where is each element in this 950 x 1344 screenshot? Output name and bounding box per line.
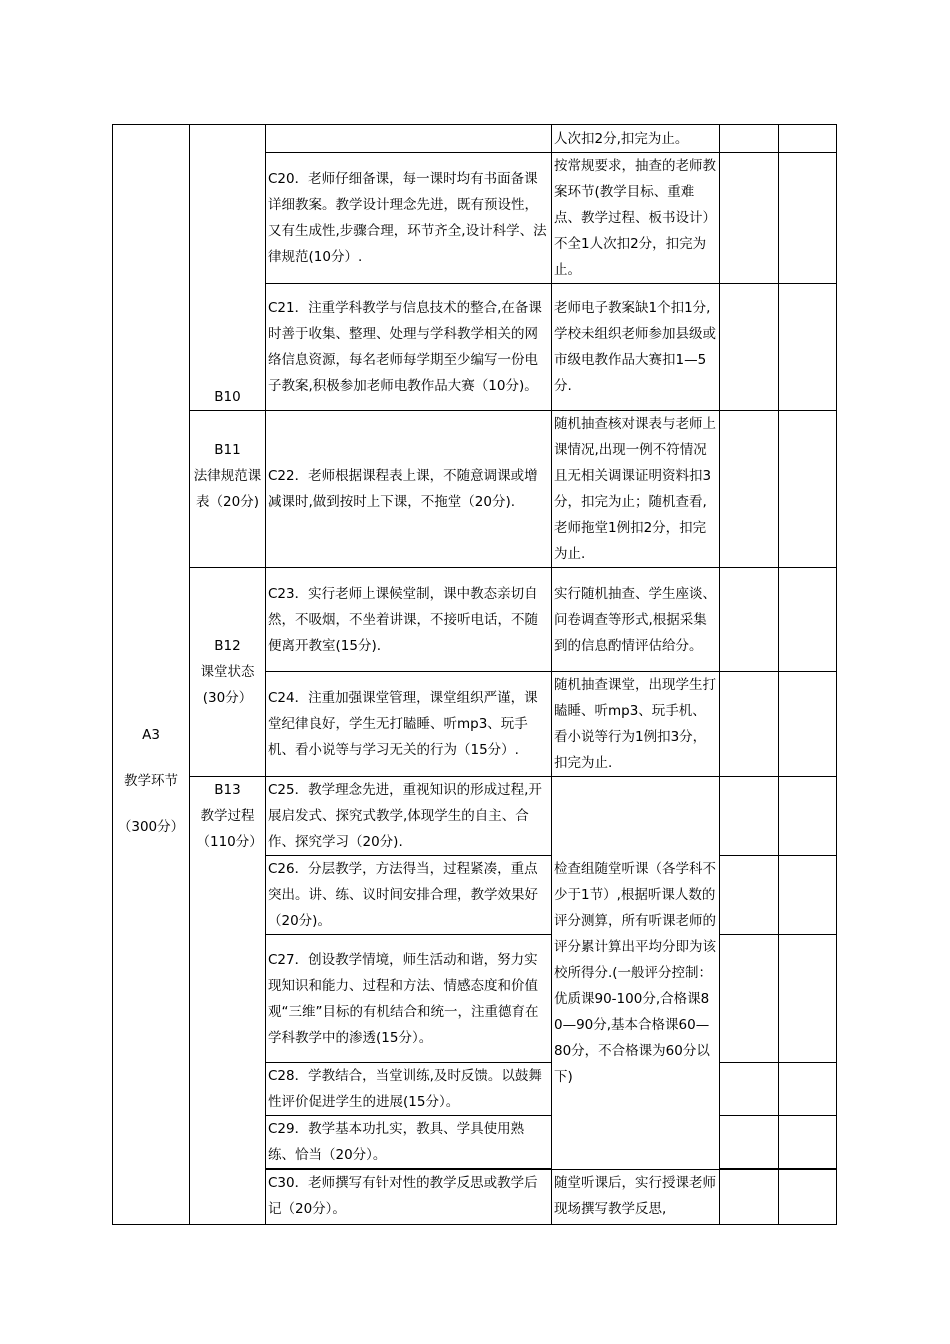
criterion-c29: C29．教学基本功扎实，教具、学具使用熟练、恰当（20分）。 <box>266 1116 552 1169</box>
remark-cell <box>779 153 837 284</box>
score-cell <box>720 672 779 777</box>
score-cell <box>720 1116 779 1169</box>
remark-cell <box>779 777 837 856</box>
level-b13-code: B13 <box>214 782 241 798</box>
remark-cell <box>779 125 837 153</box>
score-cell <box>720 856 779 935</box>
criterion-c27: C27．创设教学情境，师生活动和谐，努力实现知识和能力、过程和方法、情感态度和价值观“三维”目标的有机结合和统一，注重德育在学科教学中的渗透(15分）。 <box>266 935 552 1063</box>
criterion-c23: C23．实行老师上课候堂制，课中教态亲切自然，不吸烟，不坐着讲课，不接听电话，不随便离开教室(15分). <box>266 568 552 672</box>
level-b12-name: 课堂状态 <box>200 664 255 680</box>
level-b13-name: 教学过程（110分） <box>196 808 263 850</box>
remark-cell <box>779 1170 837 1225</box>
level-b13-cell <box>190 777 266 1225</box>
method-b13: 检查组随堂听课（各学科不少于1节）,根据听课人数的评分测算，所有听课老师的评分累计算出平均分即为该校所得分.(一般评分控制：优质课90-100分,合格课80—90分,基本合格课60—80分，不合格课为60分以下) <box>552 777 720 1170</box>
score-cell <box>720 568 779 672</box>
level-b12-cell <box>190 568 266 777</box>
remark-cell <box>779 284 837 411</box>
remark-cell <box>779 935 837 1063</box>
level-a3-score: （300分） <box>117 818 185 835</box>
score-cell <box>720 1063 779 1116</box>
criterion-cell <box>266 125 552 153</box>
criterion-c30: C30．老师撰写有针对性的教学反思或教学后记（20分）。 <box>266 1170 552 1225</box>
level-a3-name: 教学环节 <box>124 772 178 789</box>
method-c22: 随机抽查核对课表与老师上课情况,出现一例不符情况且无相关调课证明资料扣3分，扣完为止；随机查看,老师拖堂1例扣2分，扣完为止. <box>552 411 720 568</box>
score-cell <box>720 125 779 153</box>
level-b12-score: (30分） <box>202 690 253 706</box>
method-c30: 随堂听课后，实行授课老师现场撰写教学反思, <box>552 1170 720 1225</box>
table-row <box>113 568 837 672</box>
level-b10-cell <box>190 125 266 411</box>
table-row <box>113 411 837 568</box>
level-b11-cell <box>190 411 266 568</box>
level-b12-code: B12 <box>214 638 241 654</box>
level-a3-cell <box>113 125 190 1225</box>
method-cell: 人次扣2分,扣完为止。 <box>552 125 720 153</box>
score-cell <box>720 284 779 411</box>
criterion-c22: C22．老师根据课程表上课，不随意调课或增减课时,做到按时上下课，不拖堂（20分). <box>266 411 552 568</box>
score-cell <box>720 935 779 1063</box>
method-c21: 老师电子教案缺1个扣1分,学校未组织老师参加县级或市级电教作品大赛扣1—5分. <box>552 284 720 411</box>
level-b11-code: B11 <box>214 442 241 458</box>
evaluation-table <box>112 124 837 1225</box>
level-b10-code: B10 <box>214 389 241 405</box>
method-c24: 随机抽查课堂，出现学生打瞌睡、听mp3、玩手机、看小说等行为1例扣3分，扣完为止. <box>552 672 720 777</box>
method-c23: 实行随机抽查、学生座谈、问卷调查等形式,根据采集到的信息酌情评估给分。 <box>552 568 720 672</box>
method-c20: 按常规要求，抽查的老师教案环节(教学目标、重难点、教学过程、板书设计）不全1人次扣2分，扣完为止。 <box>552 153 720 284</box>
remark-cell <box>779 1063 837 1116</box>
score-cell <box>720 411 779 568</box>
criterion-c24: C24．注重加强课堂管理，课堂组织严谨，课堂纪律良好，学生无打瞌睡、听mp3、玩手机、看小说等与学习无关的行为（15分）. <box>266 672 552 777</box>
criterion-c25: C25．教学理念先进，重视知识的形成过程,开展启发式、探究式教学,体现学生的自主、合作、探究学习（20分). <box>266 777 552 856</box>
remark-cell <box>779 856 837 935</box>
level-a3-code: A3 <box>142 726 160 743</box>
score-cell <box>720 777 779 856</box>
criterion-c20: C20．老师仔细备课，每一课时均有书面备课详细教案。教学设计理念先进，既有预设性，又有生成性,步骤合理，环节齐全,设计科学、法律规范(10分）. <box>266 153 552 284</box>
table-row <box>113 777 837 856</box>
level-b11-name: 法律规范课表（20分) <box>193 468 262 510</box>
score-cell <box>720 1170 779 1225</box>
criterion-c21: C21．注重学科教学与信息技术的整合,在备课时善于收集、整理、处理与学科教学相关的网络信息资源，每名老师每学期至少编写一份电子教案,积极参加老师电教作品大赛（10分)。 <box>266 284 552 411</box>
remark-cell <box>779 672 837 777</box>
remark-cell <box>779 411 837 568</box>
table-row <box>113 125 837 153</box>
criterion-c26: C26．分层教学，方法得当，过程紧凑，重点突出。讲、练、议时间安排合理，教学效果好（20分)。 <box>266 856 552 935</box>
criterion-c28: C28．学教结合，当堂训练,及时反馈。以鼓舞性评价促进学生的进展(15分）。 <box>266 1063 552 1116</box>
score-cell <box>720 153 779 284</box>
remark-cell <box>779 568 837 672</box>
remark-cell <box>779 1116 837 1169</box>
